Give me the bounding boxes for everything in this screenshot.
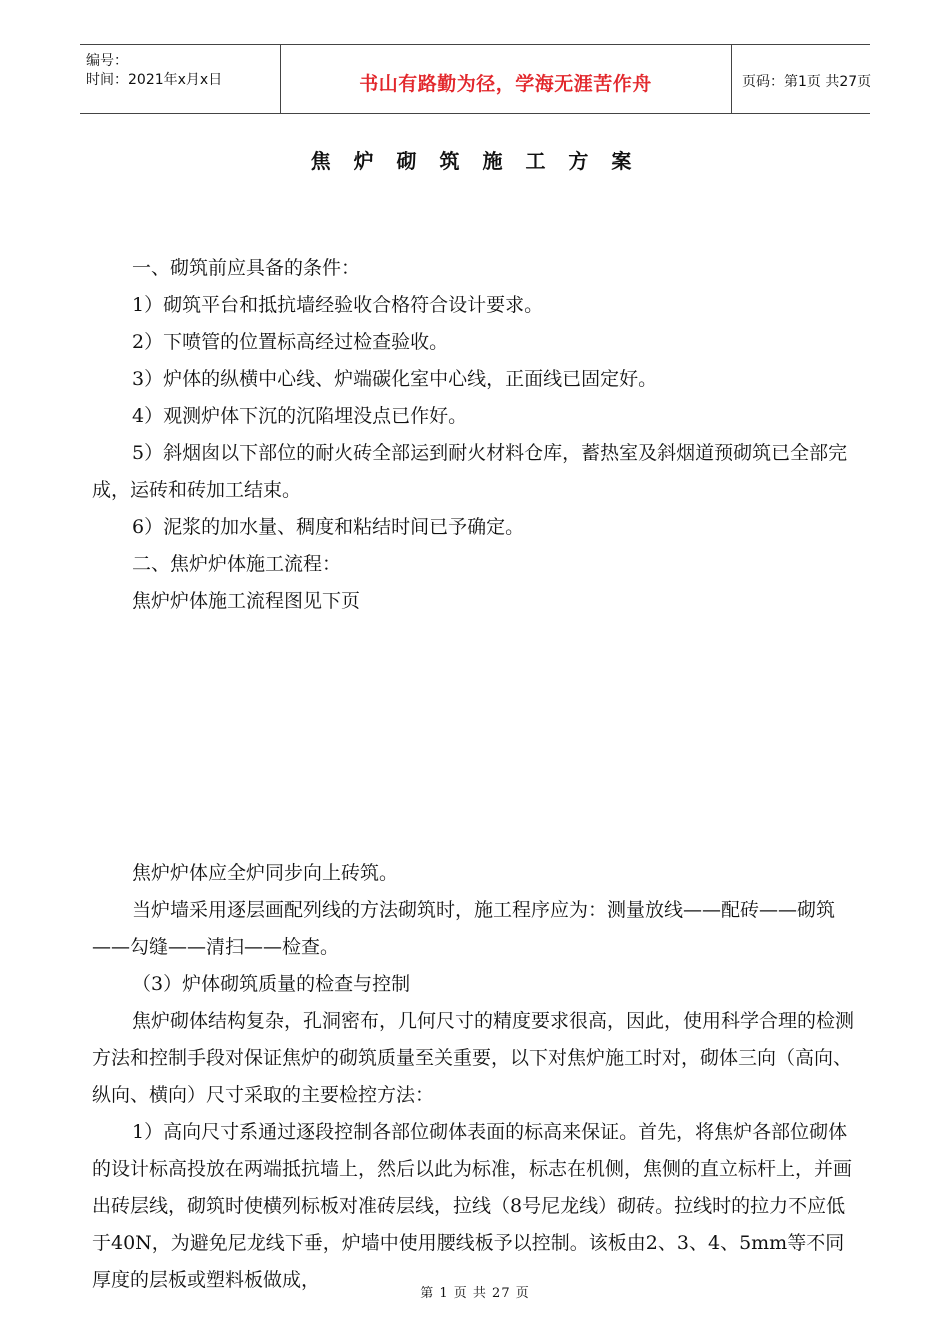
- condition-item-2: 2）下喷管的位置标高经过检查验收。: [132, 331, 449, 353]
- subsection-quality-heading: （3）炉体砌筑质量的检查与控制: [132, 973, 411, 995]
- blank-space: [92, 620, 862, 855]
- section-2-heading: 二、焦炉炉体施工流程：: [132, 553, 342, 575]
- paragraph-height-control: 1）高向尺寸系通过逐段控制各部位砌体表面的标高来保证。首先，将焦炉各部位砌体的设计标高投放在两端抵抗墙上，然后以此为标准，标志在机侧，焦侧的直立标杆上，并画出砖层线，砌筑时使横列标板对准砖层线，拉线（8号尼龙线）砌砖。拉线时的拉力不应低于40N，为避免尼龙线下垂，炉墙中使用腰线板予以控制。该板由2、3、4、5mm等不同厚度的层板或塑料板做成，: [92, 1121, 853, 1291]
- page-header: [80, 44, 870, 114]
- header-motto: 书山有路勤为径，学海无涯苦作舟: [359, 73, 652, 95]
- condition-item-1: 1）砌筑平台和抵抗墙经验收合格符合设计要求。: [132, 294, 544, 316]
- condition-item-6: 6）泥浆的加水量、稠度和粘结时间已予确定。: [132, 516, 525, 538]
- document-title: 焦 炉 砌 筑 施 工 方 案: [310, 149, 640, 173]
- condition-item-5: 5）斜烟囱以下部位的耐火砖全部运到耐火材料仓库，蓄热室及斜烟道预砌筑已全部完成，运砖和砖加工结束。: [92, 442, 848, 501]
- section-1-heading: 一、砌筑前应具备的条件：: [132, 257, 361, 279]
- condition-item-4: 4）观测炉体下沉的沉陷埋没点已作好。: [132, 405, 468, 427]
- paragraph-sync-building: 焦炉炉体应全炉同步向上砖筑。: [132, 862, 399, 884]
- paragraph-procedure: 当炉墙采用逐层画配列线的方法砌筑时，施工程序应为：测量放线——配砖——砌筑——勾缝——清扫——检查。: [92, 899, 836, 958]
- condition-item-3: 3）炉体的纵横中心线、炉端碳化室中心线，正面线已固定好。: [132, 368, 658, 390]
- document-number-label: 编号：: [86, 53, 128, 69]
- paragraph-quality-intro: 焦炉砌体结构复杂，孔洞密布，几何尺寸的精度要求很高，因此，使用科学合理的检测方法和控制手段对保证焦炉的砌筑质量至关重要，以下对焦炉施工时对，砌体三向（高向、纵向、横向）尺寸采取的主要检控方法：: [92, 1010, 855, 1106]
- header-meta-cell: [80, 45, 281, 113]
- header-page-info: 页码：第1页 共27页: [742, 74, 872, 90]
- document-body: [92, 250, 862, 1299]
- document-time-label: 时间：2021年x月x日: [86, 72, 223, 88]
- header-page-cell: [732, 45, 870, 113]
- flowchart-reference: 焦炉炉体施工流程图见下页: [132, 590, 361, 612]
- page-footer: 第 1 页 共 27 页: [420, 1286, 530, 1301]
- header-motto-cell: [280, 45, 732, 113]
